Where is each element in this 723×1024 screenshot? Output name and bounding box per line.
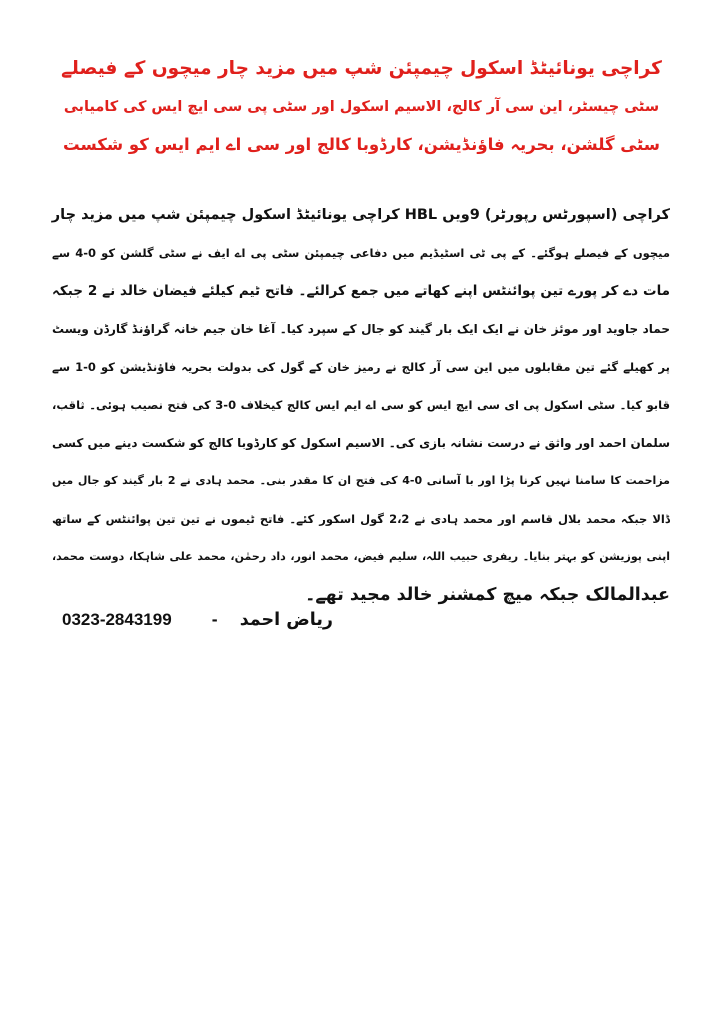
byline [62, 600, 333, 639]
phone-number: 0323-2843199 [62, 610, 172, 629]
body-line: عبدالمالک جبکہ میچ کمشنر خالد مجید تھے۔ [305, 585, 670, 605]
body-line: سلمان احمد اور واثق نے درست نشانہ بازی کی۔ الاسیم اسکول کو کارڈوبا کالج کو شکست دینے میں کسی [52, 436, 670, 450]
body-line: کراچی (اسپورٹس رپورٹر) 9ویں HBL کراچی یونائیٹڈ اسکول چیمپئن شپ میں مزید چار [51, 207, 670, 223]
headline-3: سٹی گلشن، بحریہ فاؤنڈیشن، کارڈوبا کالج اور سی اے ایم ایس کو شکست [63, 135, 660, 154]
author-name: ریاض احمد [239, 610, 333, 630]
body-line: مزاحمت کا سامنا نہیں کرنا پڑا اور با آسانی 0-4 کی فتح ان کا مقدر بنی۔ محمد ہادی نے 2 بار گیند کو جال میں [52, 474, 670, 487]
body-line: قابو کیا۔ سٹی اسکول پی ای سی ایچ ایس کو سی اے ایم ایس کالج کیخلاف 0-3 کی فتح نصیب ہوئی۔ ثاقب، [52, 398, 670, 412]
body-line: میچوں کے فیصلے ہوگئے۔ کے پی ٹی اسٹیڈیم میں دفاعی چیمپئن سٹی پی اے ایف نے سٹی گلشن کو 0-4 سے [52, 246, 670, 260]
body-line: حماد جاوید اور موئز خان نے ایک ایک بار گیند کو جال کے سپرد کیا۔ آغا خان جیم خانہ گراؤنڈ گارڈن ویسٹ [52, 322, 670, 336]
body-line: اپنی پوزیشن کو بہتر بنایا۔ ریفری حبیب اللہ، سلیم فیض، محمد انور، داد رحمٰن، محمد علی شاہکا، دوست محمد، [52, 550, 670, 563]
headline-1: کراچی یونائیٹڈ اسکول چیمپئن شپ میں مزید چار میچوں کے فیصلے [61, 58, 662, 79]
body-line: پر کھیلے گئے تین مقابلوں میں این سی آر کالج نے رمیز خان کے گول کی بدولت بحریہ فاؤنڈیشن کو 0-1 سے [52, 360, 670, 374]
body-line: ڈالا جبکہ محمد بلال قاسم اور محمد ہادی نے 2،2 گول اسکور کئے۔ فاتح ٹیموں نے تین تین پوائنٹس کے ساتھ [52, 512, 670, 526]
article-body [52, 196, 670, 614]
byline-separator: - [211, 609, 218, 629]
body-line: مات دے کر پورے تین پوائنٹس اپنے کھاتے میں جمع کرالئے۔ فاتح ٹیم کیلئے فیضان خالد نے 2 جبکہ [52, 283, 670, 299]
headline-block [60, 50, 663, 164]
headline-2: سٹی چیسٹر، این سی آر کالج، الاسیم اسکول اور سٹی پی سی ایچ ایس کی کامیابی [63, 99, 660, 115]
